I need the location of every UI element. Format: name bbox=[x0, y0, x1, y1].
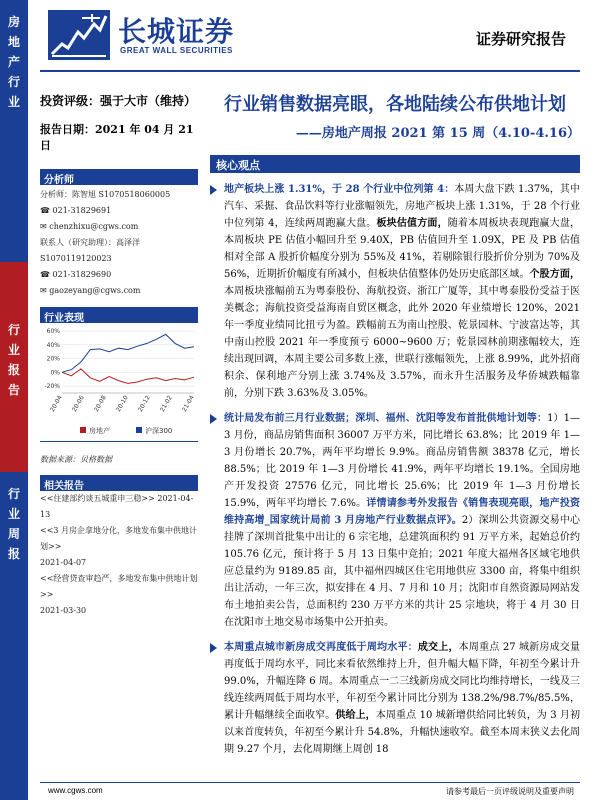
report-subtitle: ——房地产周报 2021 第 15 周（4.10-4.16） bbox=[295, 126, 580, 141]
strip-char: 地 bbox=[7, 35, 20, 49]
strip-weekly-label bbox=[0, 472, 28, 800]
side-column bbox=[40, 92, 198, 619]
paragraph-city-transactions bbox=[210, 639, 580, 758]
chart-ytick-label: 0% bbox=[50, 369, 60, 377]
analyst-phone: ☎ 021-31829691 bbox=[40, 206, 112, 215]
assistant-license: S1070119120023 bbox=[40, 254, 112, 263]
strip-char: 周 bbox=[7, 527, 20, 541]
strip-char: 产 bbox=[7, 55, 20, 69]
report-reference-link[interactable]: 详情请参考外发报告《销售表现亮眼，地产投资维持高增_国家统计局前 3 月房地产行业数据点评》。 bbox=[224, 498, 580, 526]
report-date: 报告日期：2021 年 04 月 21 日 bbox=[40, 123, 194, 152]
footer-disclaimer: 请参考最后一页评级说明及重要声明 bbox=[446, 787, 574, 796]
chart-ytick-label: 60% bbox=[46, 328, 60, 335]
performance-line-chart bbox=[40, 323, 198, 441]
para-text: 本周重点 27 城新房成交量再度低于周均水平，同比来看依然维持上升，但升幅大幅下降，年初至今累计升 99.0%，升幅连降 6 周。本周重点一二三线新房成交同比均维持增长，一线及三线连续两周低于周均水平，年初至今累计同比分别为 138.2%/98.7%/85.5%，累计升幅继续全面收窄。 bbox=[224, 642, 580, 721]
chart-section-header: 行业表现 bbox=[40, 307, 198, 323]
para-lead: 供给上， bbox=[335, 710, 376, 721]
strip-report-label bbox=[0, 262, 28, 472]
paragraph-sector-performance bbox=[210, 181, 580, 402]
related-report-date: 2021-04-07 bbox=[40, 558, 87, 567]
chart-xtick-label: 20-04 bbox=[48, 394, 64, 414]
left-category-strip bbox=[0, 0, 28, 800]
chart-series-line bbox=[62, 369, 194, 384]
related-reports bbox=[40, 475, 198, 619]
para-text: 随着本周板块表现跑赢大盘，本周板块 PE 估值小幅回升至 9.40X，PB 估值回升至 1.09X，PE 及 PB 估值相对全部 A 股折价幅度分别为 55%及 41%，若剔除银行股折价分别为 70%及 56%，近期折价幅度有所减小，但板块估值整体仍处历史底部区域。 bbox=[224, 218, 581, 280]
para-text: 本周板块涨幅前五为粤泰股份、海航投资、浙江广厦等，其中粤泰股份受益于医美概念；海航投资受益海南自贸区概念，此外 2020 年业绩增长 120%，2021 年一季度业绩同比扭亏为盈。跌幅前五为南山控股、乾景园林、宁波富达等，其中南山控股 2021 年一季度预亏 6000~9600 万；乾景园林前期涨幅较大，连续出现回调，本周主要公司多数上涨，世联行涨幅领先，上涨 8.99%，此外招商积余、保利地产分别上涨 3.74%及 3.57%，而永升生活服务及华侨城跌幅靠前，分别下跌 3.63%及 3.05%。 bbox=[224, 286, 580, 399]
chart-xtick-label: 20-10 bbox=[114, 394, 130, 414]
chart-legend-label: 沪深300 bbox=[145, 427, 173, 435]
main-column bbox=[210, 92, 580, 758]
chart-ytick-label: 20% bbox=[46, 355, 60, 363]
para-text: 2）深圳公共资源交易中心挂牌了深圳首批集中出让的 6 宗宅地，总建筑面积约 91 万平方米，起始总价约 105.76 亿元，预计将于 5 月 13 日集中竞拍；2021 年度大福州各区域宅地供应总量约为 9189.85 亩，其中福州四城区住宅用地供应 3300 亩，将集中组织出让活动，一年三次，拟安排在 4 月、7 月和 10 月；沈阳市自然资源局网站发布土地拍卖公告，总面积约 230 万平方米的共计 25 宗地块，将于 4 月 30 日在沈阳市土地交易市场集中公开拍卖。 bbox=[224, 515, 580, 628]
para-lead: 本周重点城市新房成交再度低于周均水平： bbox=[224, 642, 418, 653]
analyst-section-header: 分析师 bbox=[40, 169, 198, 185]
related-report-link[interactable]: <<住建部约谈五城重申三稳>> 2021-04-13 bbox=[40, 494, 194, 519]
assistant-phone: ☎ 021-31829690 bbox=[40, 270, 112, 279]
header-divider bbox=[40, 70, 580, 72]
chart-xtick-label: 20-08 bbox=[92, 394, 108, 414]
strip-char: 行 bbox=[7, 323, 20, 337]
paragraph-statistics bbox=[210, 410, 580, 631]
brand-name-cn: 长城证券 bbox=[118, 15, 235, 48]
para-lead: 地产板块上涨 1.31%，于 28 个行业中位列第 4： bbox=[224, 184, 455, 195]
chart-legend-swatch bbox=[80, 427, 86, 433]
chart-xtick-label: 21-04 bbox=[180, 394, 196, 414]
chart-xtick-label: 20-12 bbox=[136, 394, 152, 414]
page-footer bbox=[40, 782, 580, 796]
investment-rating: 投资评级：强于大市（维持） bbox=[40, 94, 197, 108]
para-lead: 成交上， bbox=[417, 642, 459, 653]
strip-char: 行 bbox=[7, 487, 20, 501]
para-text: 本周重点 10 城新增供给同比转负，为 3 月初以来首度转负，年初至今累计升 54.8%，升幅快速收窄。截至本周末狭义去化周期 9.27 个月，去化周期继上周创 18 bbox=[224, 710, 581, 755]
core-views-header: 核心观点 bbox=[210, 155, 580, 173]
related-report-link[interactable]: <<经营贷查审趋严，多地发布集中供地计划>> bbox=[40, 574, 198, 599]
report-title: 行业销售数据亮眼，各地陆续公布供地计划 bbox=[224, 94, 566, 115]
assistant-email[interactable]: ✉ gaozeyang@cgws.com bbox=[40, 286, 141, 295]
related-report-date: 2021-03-30 bbox=[40, 606, 87, 615]
industry-performance-box bbox=[40, 307, 198, 465]
assistant-line: 联系人（研究助理）：高泽洋 bbox=[40, 238, 140, 247]
strip-char: 业 bbox=[7, 95, 20, 109]
great-wall-logo-icon bbox=[48, 10, 110, 60]
chart-xtick-label: 21-02 bbox=[158, 394, 174, 414]
chart-bottom-rule bbox=[40, 441, 198, 442]
strip-char: 告 bbox=[7, 383, 20, 397]
chart-legend-label: 房地产 bbox=[89, 427, 110, 435]
bullet-triangle-icon bbox=[210, 643, 217, 653]
strip-char: 行 bbox=[7, 75, 20, 89]
strip-char: 报 bbox=[7, 547, 20, 561]
chart-legend-swatch bbox=[136, 427, 142, 433]
strip-char: 业 bbox=[7, 507, 20, 521]
report-type-label: 证券研究报告 bbox=[475, 30, 566, 48]
analyst-info bbox=[40, 187, 198, 299]
para-text: 本周大盘下跌 1.37%，其中汽车、采掘、食品饮料等行业涨幅领先，房地产板块上涨 1.31%，于 28 个行业中位列第 4，连续两周跑赢大盘。 bbox=[224, 184, 580, 229]
performance-chart bbox=[40, 323, 198, 441]
chart-source: 数据来源：贝格数据 bbox=[40, 455, 112, 464]
bullet-triangle-icon bbox=[210, 185, 217, 195]
related-section-header: 相关报告 bbox=[40, 475, 198, 491]
para-lead: 统计局发布前三月行业数据；深圳、福州、沈阳等发布首批供地计划等： bbox=[224, 413, 548, 424]
strip-char: 业 bbox=[7, 343, 20, 357]
strip-char: 报 bbox=[7, 363, 20, 377]
analyst-line: 分析师：陈智旭 S1070518060005 bbox=[40, 190, 171, 199]
brand-name-en: GREAT WALL SECURITIES bbox=[120, 46, 233, 55]
chart-ytick-label: -20% bbox=[44, 383, 60, 391]
related-report-link[interactable]: <<3 月房企拿地分化，多地发布集中供地计划>> bbox=[40, 526, 198, 551]
strip-industry-label bbox=[0, 0, 28, 262]
bullet-triangle-icon bbox=[210, 414, 217, 424]
chart-series-line bbox=[62, 334, 194, 372]
para-lead: 个股方面， bbox=[529, 269, 581, 280]
para-text: 1）1—3 月份，商品房销售面积 36007 万平方米，同比增长 63.8%；比 2019 年 1—3 月份增长 20.7%，两年平均增长 9.9%。商品房销售额 38378 亿元，增长 88.5%；比 2019 年 1—3 月份增长 41.9%，两年平均增长 19.1%。全国房地产开发投资 27576 亿元，同比增长 25.6%；比 2019 年 1—3 月份增长 15.9%，两年平均增长 7.6%。 bbox=[224, 413, 580, 509]
footer-website-link[interactable]: www.cgws.com bbox=[48, 786, 103, 795]
chart-xtick-label: 20-06 bbox=[70, 394, 86, 414]
footer-divider bbox=[40, 782, 580, 783]
strip-char: 房 bbox=[7, 15, 20, 29]
report-header bbox=[40, 6, 580, 68]
chart-ytick-label: 40% bbox=[46, 341, 60, 349]
para-lead: 板块估值方面， bbox=[376, 218, 448, 229]
analyst-email[interactable]: ✉ chenzhixu@cgws.com bbox=[40, 222, 139, 231]
